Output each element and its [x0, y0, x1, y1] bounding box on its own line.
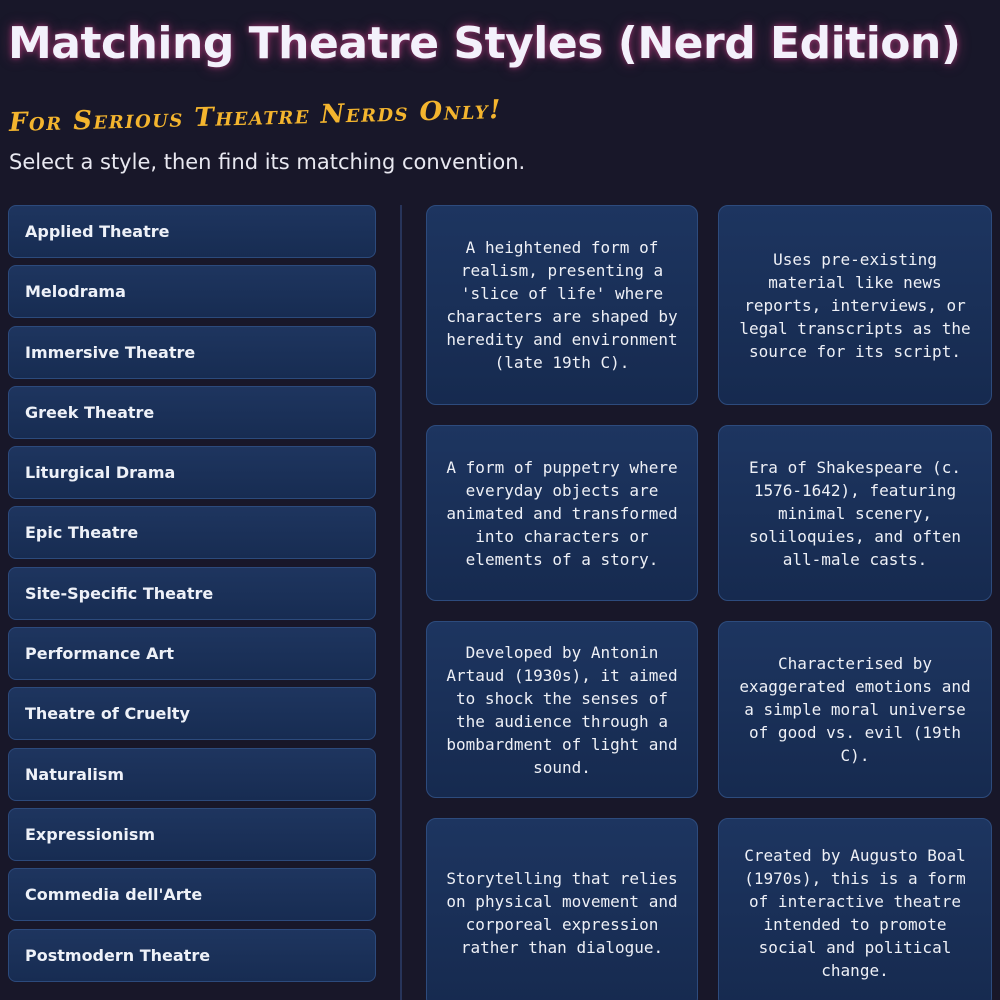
style-button[interactable]: Postmodern Theatre — [8, 929, 376, 982]
style-button[interactable]: Melodrama — [8, 265, 376, 318]
style-button[interactable]: Commedia dell'Arte — [8, 868, 376, 921]
convention-card[interactable]: Developed by Antonin Artaud (1930s), it aimed to shock the senses of the audience through a bombardment of light and sound. — [426, 621, 698, 798]
style-button[interactable]: Epic Theatre — [8, 506, 376, 559]
style-button[interactable]: Site-Specific Theatre — [8, 567, 376, 620]
style-button[interactable]: Expressionism — [8, 808, 376, 861]
convention-card[interactable]: Characterised by exaggerated emotions and a simple moral universe of good vs. evil (19th C). — [718, 621, 992, 798]
style-button[interactable]: Greek Theatre — [8, 386, 376, 439]
style-button[interactable]: Liturgical Drama — [8, 446, 376, 499]
style-button[interactable]: Naturalism — [8, 748, 376, 801]
convention-card[interactable]: Era of Shakespeare (c. 1576-1642), featuring minimal scenery, soliloquies, and often all-male casts. — [718, 425, 992, 601]
style-button[interactable]: Performance Art — [8, 627, 376, 680]
convention-card[interactable]: A form of puppetry where everyday objects are animated and transformed into characters or elements of a story. — [426, 425, 698, 601]
convention-card[interactable]: Created by Augusto Boal (1970s), this is a form of interactive theatre intended to promote social and political change. — [718, 818, 992, 1000]
convention-card[interactable]: Storytelling that relies on physical movement and corporeal expression rather than dialogue. — [426, 818, 698, 1000]
page-subtitle: For Serious Theatre Nerds Only! — [8, 95, 503, 138]
conventions-grid — [426, 205, 992, 1000]
style-button[interactable]: Theatre of Cruelty — [8, 687, 376, 740]
convention-card[interactable]: A heightened form of realism, presenting a 'slice of life' where characters are shaped by heredity and environment (late 19th C). — [426, 205, 698, 405]
instructions-text: Select a style, then find its matching convention. — [9, 150, 526, 174]
style-button[interactable]: Applied Theatre — [8, 205, 376, 258]
page-title: Matching Theatre Styles (Nerd Edition) — [8, 18, 961, 69]
style-button[interactable]: Immersive Theatre — [8, 326, 376, 379]
column-divider — [400, 205, 402, 1000]
styles-list — [8, 205, 376, 1000]
convention-card[interactable]: Uses pre-existing material like news reports, interviews, or legal transcripts as the source for its script. — [718, 205, 992, 405]
